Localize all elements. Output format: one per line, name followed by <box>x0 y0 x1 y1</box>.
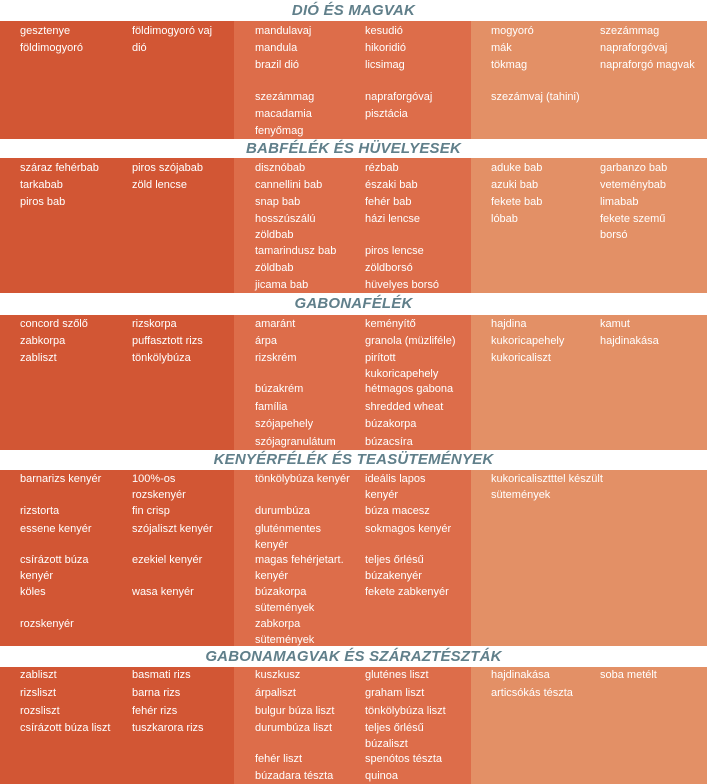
food-item: garbanzo bab <box>600 162 668 174</box>
food-item: búza macesz <box>365 505 430 517</box>
section-title: GABONAMAGVAK ÉS SZÁRAZTÉSZTÁK <box>0 646 707 667</box>
food-item: hüvelyes borsó <box>365 279 439 291</box>
food-item: dió <box>132 42 147 54</box>
food-item: ezekiel kenyér <box>132 554 203 566</box>
food-item: földimogyoró vaj <box>132 25 213 37</box>
food-item: aduke bab <box>491 162 543 174</box>
food-item: búzadara tészta <box>255 770 334 782</box>
food-item: zabkorpa <box>20 335 66 347</box>
food-item: keményítő <box>365 318 416 330</box>
food-item: mandula <box>255 42 298 54</box>
food-item: wasa kenyér <box>132 586 194 598</box>
food-item: gluténmentes kenyér <box>255 523 322 551</box>
food-item: quinoa <box>365 770 399 782</box>
food-item: hajdina <box>491 318 527 330</box>
food-item: zabliszt <box>20 669 57 681</box>
food-item: limabab <box>600 196 639 208</box>
food-item: árpa <box>255 335 278 347</box>
food-item: szezámvaj (tahini) <box>491 91 580 103</box>
food-item: zabkorpa sütemények <box>255 618 315 646</box>
food-item: barna rizs <box>132 687 181 699</box>
food-item: napraforgóvaj <box>365 91 433 103</box>
food-item: spenótos tészta <box>365 753 443 765</box>
food-item: piros szójabab <box>132 162 203 174</box>
food-item: shredded wheat <box>365 401 444 413</box>
food-item: szójaliszt kenyér <box>132 523 213 535</box>
food-item: durumbúza <box>255 505 311 517</box>
food-item: északi bab <box>365 179 418 191</box>
food-item: tönkölybúza <box>132 352 191 364</box>
food-item: família <box>255 401 288 413</box>
food-item: graham liszt <box>365 687 425 699</box>
food-item: búzakrém <box>255 383 304 395</box>
food-item: csírázott búza liszt <box>20 722 111 734</box>
food-item: fekete szemű borsó <box>600 213 666 241</box>
food-item: teljes őrlésű búzaliszt <box>365 722 424 750</box>
food-item: hosszúszálú zöldbab <box>255 213 316 241</box>
food-item: napraforgóvaj <box>600 42 668 54</box>
food-item: fekete bab <box>491 196 543 208</box>
food-item: mogyoró <box>491 25 534 37</box>
food-item: brazil dió <box>255 59 300 71</box>
food-item: rozsliszt <box>20 705 60 717</box>
food-item: zöldborsó <box>365 262 413 274</box>
food-item: száraz fehérbab <box>20 162 99 174</box>
food-item: napraforgó magvak <box>600 59 695 71</box>
food-item: kamut <box>600 318 630 330</box>
food-item: hajdinakása <box>491 669 550 681</box>
food-item: búzakorpa <box>365 418 417 430</box>
food-item: jicama bab <box>255 279 309 291</box>
food-item: rizskrém <box>255 352 297 364</box>
food-item: disznóbab <box>255 162 306 174</box>
food-item: pirított kukoricapehely <box>365 352 439 380</box>
section-title: GABONAFÉLÉK <box>0 293 707 315</box>
food-item: tökmag <box>491 59 528 71</box>
food-item: veteménybab <box>600 179 667 191</box>
food-item: fekete zabkenyér <box>365 586 449 598</box>
food-item: fehér liszt <box>255 753 303 765</box>
food-item: piros bab <box>20 196 66 208</box>
food-item: rézbab <box>365 162 399 174</box>
food-item: mandulavaj <box>255 25 312 37</box>
food-item: rizstorta <box>20 505 60 517</box>
food-item: kesudió <box>365 25 403 37</box>
food-item: tamarindusz bab <box>255 245 337 257</box>
food-item: búzacsíra <box>365 436 413 448</box>
food-item: hétmagos gabona <box>365 383 454 395</box>
section-title: BABFÉLÉK ÉS HÜVELYESEK <box>0 139 707 158</box>
food-item: szójagranulátum <box>255 436 336 448</box>
food-item: rozskenyér <box>20 618 74 630</box>
food-item: puffasztott rizs <box>132 335 203 347</box>
food-item: azuki bab <box>491 179 539 191</box>
food-item: piros lencse <box>365 245 424 257</box>
food-item: szezámmag <box>600 25 660 37</box>
food-item: mák <box>491 42 512 54</box>
food-item: snap bab <box>255 196 301 208</box>
food-item: fehér rizs <box>132 705 178 717</box>
section-title: KENYÉRFÉLÉK ÉS TEASÜTEMÉNYEK <box>0 450 707 470</box>
food-item: kuszkusz <box>255 669 301 681</box>
food-item: hajdinakása <box>600 335 659 347</box>
section-title: DIÓ ÉS MAGVAK <box>0 0 707 21</box>
food-item: kukoricalisztttel készült sütemények <box>491 473 603 501</box>
food-item: rizsliszt <box>20 687 57 699</box>
food-item: szójapehely <box>255 418 314 430</box>
food-item: zöld lencse <box>132 179 188 191</box>
food-item: durumbúza liszt <box>255 722 333 734</box>
food-item: essene kenyér <box>20 523 92 535</box>
food-item: barnarizs kenyér <box>20 473 102 485</box>
food-item: cannellini bab <box>255 179 323 191</box>
food-item: zabliszt <box>20 352 57 364</box>
food-item: licsimag <box>365 59 405 71</box>
food-item: concord szőlő <box>20 318 88 330</box>
food-item: magas fehérjetart. kenyér <box>255 554 344 582</box>
food-item: búzakorpa sütemények <box>255 586 315 614</box>
food-item: tönkölybúza liszt <box>365 705 446 717</box>
food-item: kukoricapehely <box>491 335 565 347</box>
food-item: házi lencse <box>365 213 421 225</box>
food-item: articsókás tészta <box>491 687 573 699</box>
food-item: tönkölybúza kenyér <box>255 473 350 485</box>
food-item: 100%-os rozskenyér <box>132 473 186 501</box>
food-item: zöldbab <box>255 262 294 274</box>
food-item: ideális lapos kenyér <box>365 473 426 501</box>
food-item: fin crisp <box>132 505 170 517</box>
food-item: bulgur búza liszt <box>255 705 335 717</box>
food-item: csírázott búza kenyér <box>20 554 89 582</box>
food-item: fehér bab <box>365 196 412 208</box>
food-item: teljes őrlésű búzakenyér <box>365 554 424 582</box>
food-item: hikoridió <box>365 42 406 54</box>
food-item: fenyőmag <box>255 125 304 137</box>
food-item: granola (müzliféle) <box>365 335 456 347</box>
food-item: sokmagos kenyér <box>365 523 452 535</box>
food-item: árpaliszt <box>255 687 296 699</box>
food-item: szezámmag <box>255 91 315 103</box>
food-item: földimogyoró <box>20 42 83 54</box>
food-item: tarkabab <box>20 179 63 191</box>
food-item: lóbab <box>491 213 518 225</box>
food-item: basmati rizs <box>132 669 191 681</box>
food-item: gesztenye <box>20 25 71 37</box>
food-item: macadamia <box>255 108 312 120</box>
food-item: köles <box>20 586 46 598</box>
food-item: soba metélt <box>600 669 657 681</box>
food-item: kukoricaliszt <box>491 352 551 364</box>
food-item: amaránt <box>255 318 296 330</box>
food-item: tuszkarora rizs <box>132 722 204 734</box>
food-item: gluténes liszt <box>365 669 429 681</box>
food-item: pisztácia <box>365 108 408 120</box>
food-item: rizskorpa <box>132 318 177 330</box>
